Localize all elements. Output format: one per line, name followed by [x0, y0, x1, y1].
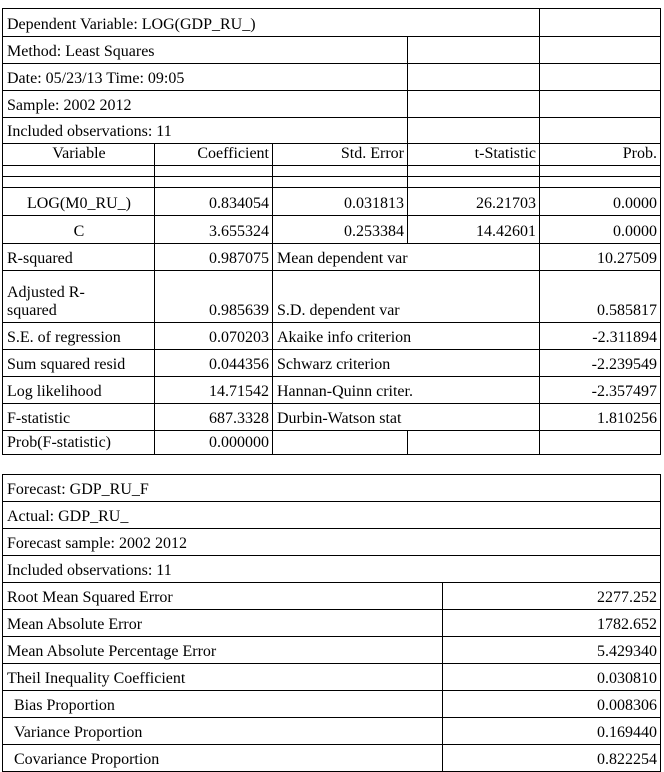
stat-value: 14.71542: [155, 377, 273, 404]
metric-row: [3, 583, 661, 610]
sample-row: [3, 91, 661, 118]
empty-cell: [3, 177, 155, 188]
header-coefficient: Coefficient: [155, 144, 273, 166]
empty-cell: [540, 37, 661, 64]
metric-value: 5.429340: [443, 637, 661, 664]
forecast-name-label: Forecast: GDP_RU_F: [3, 475, 661, 502]
stat-value: 0.985639: [155, 271, 273, 323]
stat-value2: -2.311894: [540, 323, 661, 350]
regression-table: [2, 8, 661, 455]
stat-label: S.E. of regression: [3, 323, 155, 350]
empty-cell: [540, 431, 661, 455]
stat-value: 0.000000: [155, 431, 273, 455]
metric-label: Theil Inequality Coefficient: [3, 664, 443, 691]
header-row: [3, 144, 661, 166]
coefficient-row: [3, 188, 661, 216]
metric-row: [3, 718, 661, 745]
forecast-sample-row: [3, 529, 661, 556]
metric-label: Covariance Proportion: [3, 745, 443, 772]
forecast-table: [2, 474, 661, 772]
stat-value2: -2.239549: [540, 350, 661, 377]
metric-value: 2277.252: [443, 583, 661, 610]
empty-cell: [273, 166, 408, 177]
stat-value: 687.3328: [155, 404, 273, 431]
metric-value: 0.008306: [443, 691, 661, 718]
metric-value: 0.030810: [443, 664, 661, 691]
empty-cell: [540, 9, 661, 37]
stat-row: [3, 404, 661, 431]
stat-label2: Durbin-Watson stat: [273, 404, 540, 431]
stat-label2: Schwarz criterion: [273, 350, 540, 377]
observations-row: [3, 118, 661, 144]
empty-cell: [155, 177, 273, 188]
stat-row: [3, 244, 661, 271]
stat-label2: S.D. dependent var: [273, 271, 540, 323]
stat-value2: 10.27509: [540, 244, 661, 271]
empty-cell: [408, 37, 540, 64]
metric-row: [3, 637, 661, 664]
empty-cell: [408, 431, 540, 455]
stat-label: Prob(F-statistic): [3, 431, 155, 455]
header-t-statistic: t-Statistic: [408, 144, 540, 166]
stat-label2: Hannan-Quinn criter.: [273, 377, 540, 404]
observations-label: Included observations: 11: [3, 118, 408, 144]
empty-cell: [273, 431, 408, 455]
empty-cell: [540, 166, 661, 177]
empty-cell: [408, 91, 540, 118]
forecast-name-row: [3, 475, 661, 502]
empty-cell: [408, 166, 540, 177]
metric-label: Bias Proportion: [3, 691, 443, 718]
metric-label: Mean Absolute Percentage Error: [3, 637, 443, 664]
coef-coefficient: 0.834054: [155, 188, 273, 216]
coef-std-error: 0.031813: [273, 188, 408, 216]
empty-cell: [408, 64, 540, 91]
forecast-observations-row: [3, 556, 661, 583]
metric-row: [3, 610, 661, 637]
eviews-output-page: [0, 8, 664, 769]
stat-label: Sum squared resid: [3, 350, 155, 377]
stat-label: Log likelihood: [3, 377, 155, 404]
stat-label2: Mean dependent var: [273, 244, 540, 271]
metric-value: 0.169440: [443, 718, 661, 745]
spacer-row: [3, 177, 661, 188]
stat-label: R-squared: [3, 244, 155, 271]
stat-value2: 1.810256: [540, 404, 661, 431]
empty-cell: [408, 177, 540, 188]
coef-prob: 0.0000: [540, 216, 661, 244]
header-std-error: Std. Error: [273, 144, 408, 166]
stat-value2: 0.585817: [540, 271, 661, 323]
metric-label: Mean Absolute Error: [3, 610, 443, 637]
stat-row: [3, 377, 661, 404]
dependent-variable-row: [3, 9, 661, 37]
forecast-observations-label: Included observations: 11: [3, 556, 661, 583]
empty-cell: [540, 177, 661, 188]
empty-cell: [540, 118, 661, 144]
coef-std-error: 0.253384: [273, 216, 408, 244]
empty-cell: [155, 166, 273, 177]
method-row: [3, 37, 661, 64]
stat-row: [3, 271, 661, 323]
actual-name-label: Actual: GDP_RU_: [3, 502, 661, 529]
stat-row: [3, 350, 661, 377]
coef-t-statistic: 14.42601: [408, 216, 540, 244]
stat-value2: -2.357497: [540, 377, 661, 404]
dependent-variable-label: Dependent Variable: LOG(GDP_RU_): [3, 9, 540, 37]
date-label: Date: 05/23/13 Time: 09:05: [3, 64, 408, 91]
empty-cell: [273, 177, 408, 188]
metric-row: [3, 664, 661, 691]
metric-value: 0.822254: [443, 745, 661, 772]
spacer-row: [3, 166, 661, 177]
method-label: Method: Least Squares: [3, 37, 408, 64]
coef-variable: C: [3, 216, 155, 244]
forecast-sample-label: Forecast sample: 2002 2012: [3, 529, 661, 556]
header-variable: Variable: [3, 144, 155, 166]
date-row: [3, 64, 661, 91]
coef-t-statistic: 26.21703: [408, 188, 540, 216]
sample-label: Sample: 2002 2012: [3, 91, 408, 118]
metric-label: Variance Proportion: [3, 718, 443, 745]
stat-label: [3, 271, 155, 323]
header-prob: Prob.: [540, 144, 661, 166]
empty-cell: [540, 64, 661, 91]
empty-cell: [540, 91, 661, 118]
stat-row: [3, 323, 661, 350]
stat-value: 0.070203: [155, 323, 273, 350]
stat-value: 0.044356: [155, 350, 273, 377]
empty-cell: [3, 166, 155, 177]
coef-coefficient: 3.655324: [155, 216, 273, 244]
actual-name-row: [3, 502, 661, 529]
coef-prob: 0.0000: [540, 188, 661, 216]
metric-value: 1782.652: [443, 610, 661, 637]
adjusted-r-squared-label: Adjusted R-squared: [7, 284, 85, 320]
coefficient-row: [3, 216, 661, 244]
metric-row: [3, 745, 661, 772]
metric-row: [3, 691, 661, 718]
empty-cell: [408, 118, 540, 144]
metric-label: Root Mean Squared Error: [3, 583, 443, 610]
stat-label: F-statistic: [3, 404, 155, 431]
stat-row: [3, 431, 661, 455]
coef-variable: LOG(M0_RU_): [3, 188, 155, 216]
stat-value: 0.987075: [155, 244, 273, 271]
stat-label2: Akaike info criterion: [273, 323, 540, 350]
